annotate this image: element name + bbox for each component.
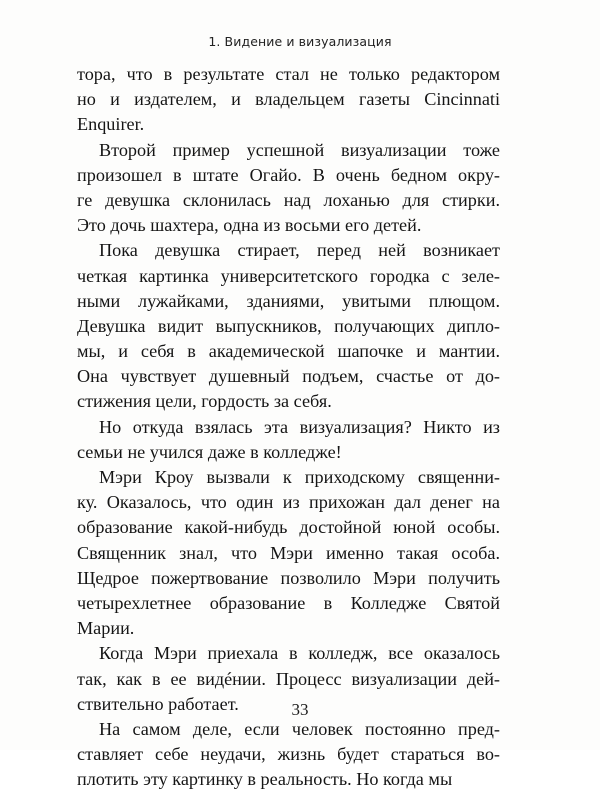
text-line: Enquirer. (77, 114, 145, 135)
text-line: Девушка видит выпускников, получающих дипло- (77, 315, 500, 336)
paragraph (77, 62, 500, 138)
text-line: Это дочь шахтера, одна из восьми его детей. (77, 215, 422, 236)
text-line: Марии. (77, 618, 135, 639)
paragraph (77, 717, 500, 792)
text-line: семьи не учился даже в колледже! (77, 441, 342, 462)
text-line: Второй пример успешной визуализации тоже (99, 139, 500, 160)
text-line: плотить эту картинку в реальность. Но когда мы (77, 769, 453, 790)
text-line: ку. Оказалось, что один из прихожан дал денег на (77, 492, 500, 513)
paragraph (77, 465, 500, 641)
text-line: ствительно работает. (77, 693, 239, 714)
text-line: Она чувствует душевный подъем, счастье от до- (77, 366, 500, 387)
text-line: На самом деле, если человек постоянно пред- (99, 718, 500, 739)
paragraph (77, 415, 500, 465)
text-line: мы, и себя в академической шапочке и мантии. (77, 341, 500, 362)
text-line: Священник знал, что Мэри именно такая особа. (77, 542, 500, 563)
text-line: Мэри Кроу вызвали к приходскому священни- (99, 467, 500, 487)
page-number: 33 (291, 700, 309, 719)
text-line: ге девушка склонилась над лоханью для стирки. (77, 189, 500, 210)
text-line: но и издателем, и владельцем газеты Cincinnati (77, 89, 500, 110)
text-line: Но откуда взялась эта визуализация? Никто из (99, 416, 500, 437)
text-line: четырехлетнее образование в Колледже Святой (77, 592, 500, 613)
text-line: стижения цели, гордость за себя. (77, 391, 332, 412)
text-line: так, как в ее видéнии. Процесс визуализации дей- (77, 668, 500, 689)
text-line: Пока девушка стирает, перед ней возникает (99, 240, 500, 261)
text-line: тора, что в результате стал не только редактором (77, 64, 500, 84)
text-line: произошел в штате Огайо. В очень бедном окру- (77, 164, 500, 185)
text-line: Когда Мэри приехала в колледж, все оказалось (99, 643, 500, 664)
paragraph (77, 238, 500, 414)
text-line: ными лужайками, зданиями, увитыми плющом. (77, 290, 500, 311)
running-head: 1. Видение и визуализация (208, 34, 392, 49)
text-line: четкая картинка университетского городка с зеле- (77, 265, 500, 286)
text-line: ставляет себе неудачи, жизнь будет стараться во- (77, 744, 500, 765)
text-line: образование какой-нибудь достойной юной особы. (77, 517, 500, 538)
text-line: Щедрое пожертвование позволило Мэри получить (77, 567, 500, 588)
body-text (77, 62, 500, 792)
paragraph (77, 138, 500, 239)
